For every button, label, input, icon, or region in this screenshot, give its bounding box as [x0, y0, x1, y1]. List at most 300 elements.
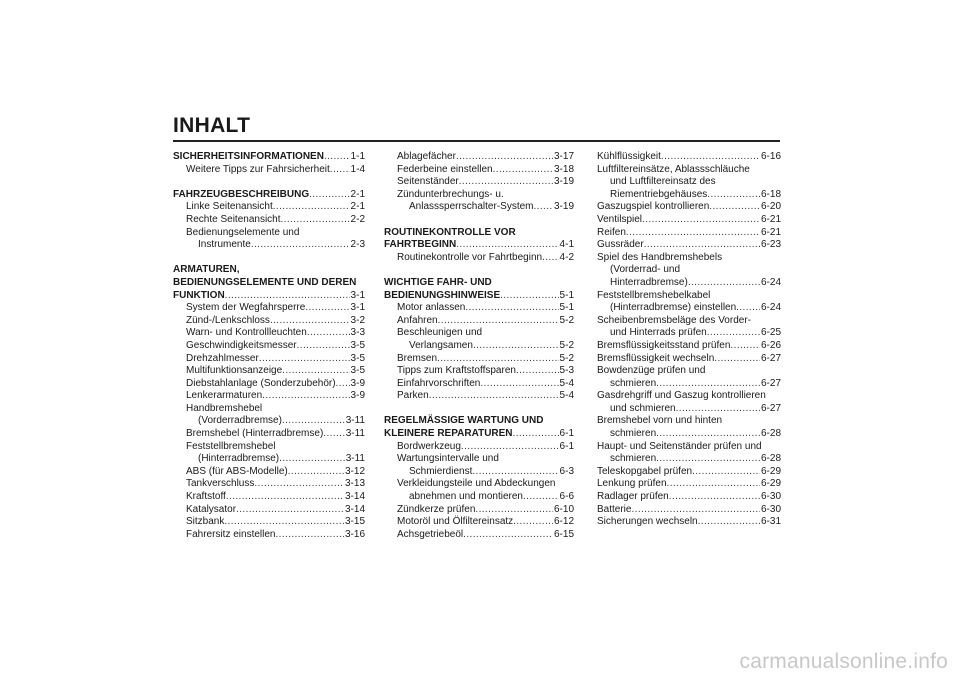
toc-entry-text: und Luftfiltereinsatz des: [610, 176, 716, 188]
toc-entry-text: Kühlflüssigkeit: [597, 151, 661, 162]
toc-page-number: 6-30: [760, 503, 781, 515]
toc-entry-text: BEDIENUNGSHINWEISE: [384, 289, 501, 301]
toc-entry-text: Scheibenbremsbeläge des Vorder-: [597, 314, 751, 326]
toc-entry-text: Anfahren: [397, 314, 438, 326]
toc-spacer: [173, 252, 365, 265]
toc-page-number: 3-3: [350, 327, 365, 339]
toc-entry[interactable]: [597, 428, 781, 441]
toc-dot-leader: [500, 290, 558, 303]
toc-page-number: 3-5: [350, 365, 365, 377]
toc-entry[interactable]: [384, 453, 574, 466]
toc-entry-text: Routinekontrolle vor Fahrtbeginn: [397, 251, 543, 263]
toc-entry[interactable]: [173, 239, 365, 252]
toc-section-heading[interactable]: [173, 264, 365, 277]
toc-page-number: 6-21: [760, 226, 781, 238]
toc-dot-leader: [475, 504, 553, 517]
toc-entry-text: Feststellbremshebelkabel: [597, 289, 711, 301]
toc-page-number: 6-28: [760, 428, 781, 440]
toc-entry[interactable]: [384, 252, 574, 265]
toc-entry[interactable]: [173, 214, 365, 227]
toc-entry-text: und Hinterrads prüfen: [610, 327, 707, 339]
page-title: INHALT: [173, 114, 251, 137]
toc-entry-text: Bremsen: [397, 352, 438, 364]
toc-entry[interactable]: [173, 227, 365, 240]
toc-entry[interactable]: [597, 164, 781, 177]
toc-entry-text: Kraftstoff: [186, 491, 226, 503]
toc-entry-text: REGELMÄSSIGE WARTUNG UND: [384, 415, 544, 427]
toc-entry[interactable]: [173, 378, 365, 391]
toc-entry[interactable]: [173, 428, 365, 441]
toc-dot-leader: [669, 491, 760, 504]
toc-dot-leader: [707, 327, 760, 340]
toc-entry[interactable]: [384, 302, 574, 315]
toc-entry-text: WICHTIGE FAHR- UND: [384, 276, 492, 288]
toc-dot-leader: [282, 415, 345, 428]
toc-section-heading[interactable]: [384, 415, 574, 428]
toc-entry-text: Motoröl und Ölfiltereinsatz: [397, 516, 514, 528]
toc-entry[interactable]: [597, 277, 781, 290]
toc-entry[interactable]: [173, 403, 365, 416]
toc-entry[interactable]: [173, 441, 365, 454]
toc-entry-text: Zündunterbrechungs- u.: [397, 188, 504, 200]
toc-entry[interactable]: [597, 227, 781, 240]
toc-page-number: 3-5: [350, 352, 365, 364]
toc-page-number: 3-9: [350, 377, 365, 389]
toc-page-number: 6-24: [760, 276, 781, 288]
toc-entry-text: schmieren: [610, 377, 657, 389]
toc-dot-leader: [626, 227, 760, 240]
toc-page-number: 3-19: [553, 201, 574, 213]
toc-entry[interactable]: [597, 264, 781, 277]
toc-dot-leader: [456, 151, 553, 164]
toc-entry[interactable]: [173, 327, 365, 340]
toc-dot-leader: [224, 516, 344, 529]
toc-page-number: 6-21: [760, 213, 781, 225]
toc-page-number: 1-1: [350, 151, 365, 162]
toc-entry[interactable]: [384, 365, 574, 378]
toc-dot-leader: [688, 277, 760, 290]
toc-entry-text: und schmieren: [610, 402, 676, 414]
toc-entry-text: Anlasssperrschalter-System: [409, 201, 534, 213]
toc-entry-text: Warn- und Kontrollleuchten: [186, 327, 307, 339]
toc-column-3: [597, 151, 781, 529]
toc-page-number: 3-15: [344, 516, 365, 528]
toc-entry-text: Spiel des Handbremshebels: [597, 251, 723, 263]
toc-dot-leader: [513, 428, 559, 441]
toc-page-number: 3-19: [553, 176, 574, 188]
toc-page-number: 3-14: [344, 491, 365, 503]
toc-dot-leader: [226, 491, 344, 504]
toc-page-number: 5-2: [559, 314, 574, 326]
toc-dot-leader: [463, 529, 553, 542]
toc-entry[interactable]: [597, 315, 781, 328]
toc-entry[interactable]: [597, 415, 781, 428]
toc-dot-leader: [493, 164, 553, 177]
toc-entry[interactable]: [597, 201, 781, 214]
toc-page-number: 6-29: [760, 478, 781, 490]
toc-dot-leader: [309, 189, 349, 202]
toc-entry[interactable]: [173, 353, 365, 366]
toc-dot-leader: [429, 390, 559, 403]
toc-page-number: 3-17: [553, 151, 574, 162]
toc-entry-text: Gaszugspiel kontrollieren: [597, 201, 710, 213]
toc-entry-text: Geschwindigkeitsmesser: [186, 339, 297, 351]
toc-page-number: 3-11: [345, 415, 365, 427]
toc-dot-leader: [465, 302, 558, 315]
toc-entry-text: Gasdrehgriff und Gaszug kontrollieren: [597, 390, 766, 402]
toc-dot-leader: [307, 327, 350, 340]
toc-entry[interactable]: [384, 353, 574, 366]
toc-dot-leader: [330, 164, 350, 177]
toc-page-number: 6-28: [760, 453, 781, 465]
toc-entry[interactable]: [597, 151, 781, 164]
toc-dot-leader: [225, 290, 350, 303]
toc-page-number: 2-2: [350, 213, 365, 225]
toc-entry[interactable]: [384, 315, 574, 328]
toc-entry-text: Achsgetriebeöl: [397, 528, 464, 540]
toc-entry-text: (Hinterradbremse) einstellen: [610, 302, 737, 314]
toc-dot-leader: [236, 504, 344, 517]
toc-entry-text: Zündkerze prüfen: [397, 503, 476, 515]
toc-entry[interactable]: [384, 378, 574, 391]
toc-dot-leader: [472, 466, 558, 479]
toc-entry-text: Tankverschluss: [186, 478, 255, 490]
toc-dot-leader: [480, 378, 558, 391]
toc-entry[interactable]: [384, 390, 574, 403]
toc-entry[interactable]: [597, 252, 781, 265]
toc-page-number: 3-9: [350, 390, 365, 402]
toc-entry[interactable]: [173, 478, 365, 491]
toc-dot-leader: [707, 189, 760, 202]
toc-dot-leader: [676, 403, 760, 416]
toc-entry-text: (Hinterradbremse): [198, 453, 280, 465]
toc-page-number: 2-3: [350, 239, 365, 251]
toc-entry[interactable]: [384, 504, 574, 517]
toc-entry-text: Bedienungselemente und: [186, 226, 300, 238]
toc-entry-text: Multifunktionsanzeige: [186, 365, 283, 377]
toc-page-number: 2-1: [350, 188, 365, 200]
toc-page-number: 5-2: [559, 352, 574, 364]
toc-dot-leader: [709, 201, 760, 214]
title-divider: [173, 140, 780, 142]
toc-entry-text: Federbeine einstellen: [397, 163, 493, 175]
toc-entry[interactable]: [173, 302, 365, 315]
toc-entry[interactable]: [173, 529, 365, 542]
toc-entry[interactable]: [384, 327, 574, 340]
toc-entry-text: Instrumente: [198, 239, 251, 251]
toc-entry-text: Beschleunigen und: [397, 327, 483, 339]
toc-page-number: 5-2: [559, 339, 574, 351]
toc-entry[interactable]: [597, 353, 781, 366]
toc-entry[interactable]: [384, 466, 574, 479]
toc-page-number: 3-11: [345, 453, 365, 465]
toc-dot-leader: [324, 151, 350, 164]
toc-dot-leader: [323, 428, 344, 441]
toc-page-number: 6-24: [760, 302, 781, 314]
toc-entry-text: SICHERHEITSINFORMATIONEN: [173, 151, 324, 162]
toc-page-number: 5-4: [559, 390, 574, 402]
toc-page-number: 6-12: [553, 516, 574, 528]
toc-entry-text: schmieren: [610, 453, 657, 465]
toc-entry-text: Rechte Seitenansicht: [186, 213, 281, 225]
toc-entry[interactable]: [384, 340, 574, 353]
toc-section-heading[interactable]: [384, 290, 574, 303]
toc-entry-text: Wartungsintervalle und: [397, 453, 499, 465]
toc-entry-text: Drehzahlmesser: [186, 352, 259, 364]
toc-entry-text: Feststellbremshebel: [186, 440, 276, 452]
toc-entry[interactable]: [384, 176, 574, 189]
toc-entry-text: Seitenständer: [397, 176, 459, 188]
toc-entry[interactable]: [173, 201, 365, 214]
toc-page-number: 4-2: [559, 251, 574, 263]
toc-entry-text: Motor anlassen: [397, 302, 466, 314]
toc-page-number: 5-4: [559, 377, 574, 389]
toc-page-number: 6-20: [760, 201, 781, 213]
toc-dot-leader: [698, 516, 760, 529]
toc-entry-text: Batterie: [597, 503, 632, 515]
toc-entry-text: Diebstahlanlage (Sonderzubehör): [186, 377, 336, 389]
toc-page-number: 6-15: [553, 528, 574, 540]
toc-entry-text: Bremshebel vorn und hinten: [597, 415, 723, 427]
toc-entry-text: Sicherungen wechseln: [597, 516, 698, 528]
toc-page-number: 5-1: [559, 302, 574, 314]
toc-entry-text: Parken: [397, 390, 429, 402]
toc-entry[interactable]: [597, 403, 781, 416]
toc-dot-leader: [533, 201, 553, 214]
toc-entry[interactable]: [173, 315, 365, 328]
toc-entry[interactable]: [173, 466, 365, 479]
toc-entry[interactable]: [597, 290, 781, 303]
toc-entry-text: Linke Seitenansicht: [186, 201, 273, 213]
toc-page-number: 6-27: [760, 402, 781, 414]
toc-entry-text: Bordwerkzeug: [397, 440, 461, 452]
toc-column-2: [384, 151, 574, 541]
toc-entry-text: Handbremshebel: [186, 402, 263, 414]
toc-dot-leader: [656, 428, 760, 441]
toc-dot-leader: [297, 340, 350, 353]
toc-entry[interactable]: [384, 151, 574, 164]
toc-entry[interactable]: [597, 516, 781, 529]
toc-entry[interactable]: [384, 201, 574, 214]
toc-dot-leader: [692, 466, 760, 479]
toc-entry[interactable]: [384, 189, 574, 202]
toc-entry[interactable]: [597, 189, 781, 202]
toc-entry[interactable]: [597, 327, 781, 340]
toc-section-heading[interactable]: [384, 239, 574, 252]
toc-page-number: 6-27: [760, 377, 781, 389]
toc-dot-leader: [305, 302, 349, 315]
toc-dot-leader: [730, 340, 760, 353]
toc-page-number: 6-27: [760, 352, 781, 364]
toc-section-heading[interactable]: [384, 227, 574, 240]
toc-entry[interactable]: [597, 390, 781, 403]
toc-entry[interactable]: [597, 441, 781, 454]
toc-section-heading[interactable]: [173, 189, 365, 202]
toc-entry-text: Tipps zum Kraftstoffsparen: [397, 365, 516, 377]
toc-entry-text: Ablagefächer: [397, 151, 456, 162]
toc-page-number: 3-16: [344, 528, 365, 540]
toc-entry[interactable]: [173, 164, 365, 177]
toc-dot-leader: [279, 453, 345, 466]
toc-entry[interactable]: [173, 390, 365, 403]
toc-entry[interactable]: [173, 415, 365, 428]
toc-entry-text: (Vorderrad- und: [610, 264, 681, 276]
toc-entry[interactable]: [597, 302, 781, 315]
toc-entry-text: Haupt- und Seitenständer prüfen und: [597, 440, 762, 452]
toc-dot-leader: [336, 378, 350, 391]
toc-dot-leader: [254, 478, 344, 491]
toc-dot-leader: [459, 176, 553, 189]
toc-entry[interactable]: [597, 504, 781, 517]
toc-entry-text: Teleskopgabel prüfen: [597, 465, 693, 477]
toc-page-number: 6-3: [559, 465, 574, 477]
toc-entry-text: Zünd-/Lenkschloss: [186, 314, 270, 326]
toc-entry[interactable]: [173, 491, 365, 504]
toc-entry[interactable]: [597, 239, 781, 252]
toc-dot-leader: [542, 252, 558, 265]
toc-page-number: 6-26: [760, 339, 781, 351]
toc-entry-text: ROUTINEKONTROLLE VOR: [384, 226, 516, 238]
toc-entry[interactable]: [384, 478, 574, 491]
toc-entry[interactable]: [597, 340, 781, 353]
toc-entry-text: Hinterradbremse): [610, 276, 688, 288]
toc-spacer: [384, 403, 574, 416]
toc-entry-text: Fahrersitz einstellen: [186, 528, 276, 540]
toc-page-number: 6-18: [760, 188, 781, 200]
toc-section-heading[interactable]: [173, 151, 365, 164]
toc-entry[interactable]: [597, 176, 781, 189]
toc-entry-text: Verlangsamen: [409, 339, 473, 351]
toc-page-number: 3-14: [344, 503, 365, 515]
toc-page-number: 3-1: [350, 302, 365, 314]
toc-page-number: 6-23: [760, 239, 781, 251]
toc-entry-text: Verkleidungsteile und Abdeckungen: [397, 478, 556, 490]
toc-page-number: 6-31: [760, 516, 781, 528]
toc-section-heading[interactable]: [173, 290, 365, 303]
toc-entry-text: Luftfiltereinsätze, Ablassschläuche: [597, 163, 750, 175]
toc-entry-text: Bremsflüssigkeitsstand prüfen: [597, 339, 731, 351]
toc-dot-leader: [656, 453, 760, 466]
toc-entry-text: Sitzbank: [186, 516, 225, 528]
toc-page-number: 3-2: [350, 314, 365, 326]
toc-column-1: [173, 151, 365, 541]
toc-dot-leader: [656, 378, 760, 391]
toc-dot-leader: [513, 516, 553, 529]
toc-entry-text: Katalysator: [186, 503, 237, 515]
toc-section-heading[interactable]: [384, 277, 574, 290]
toc-entry-text: Bremshebel (Hinterradbremse): [186, 428, 324, 440]
toc-page-number: 6-29: [760, 465, 781, 477]
toc-section-heading[interactable]: [173, 277, 365, 290]
toc-dot-leader: [251, 239, 350, 252]
toc-dot-leader: [288, 466, 344, 479]
toc-entry-text: ABS (für ABS-Modelle): [186, 465, 288, 477]
toc-dot-leader: [259, 353, 350, 366]
toc-page-number: 6-1: [559, 428, 574, 440]
toc-entry[interactable]: [173, 453, 365, 466]
toc-page-number: 4-1: [559, 239, 574, 251]
toc-page-number: 2-1: [350, 201, 365, 213]
toc-entry-text: abnehmen und montieren: [409, 491, 523, 503]
toc-entry[interactable]: [173, 504, 365, 517]
toc-page-number: 3-1: [350, 289, 365, 301]
toc-dot-leader: [473, 340, 559, 353]
toc-dot-leader: [667, 478, 760, 491]
watermark: carmanualsonline.info: [739, 650, 948, 673]
toc-page-number: 3-18: [553, 163, 574, 175]
toc-entry[interactable]: [597, 478, 781, 491]
toc-page-number: 5-3: [559, 365, 574, 377]
toc-dot-leader: [714, 353, 760, 366]
toc-entry[interactable]: [597, 214, 781, 227]
toc-entry-text: (Vorderradbremse): [198, 415, 282, 427]
toc-entry-text: Weitere Tipps zur Fahrsicherheit: [186, 163, 330, 175]
toc-entry-text: Einfahrvorschriften: [397, 377, 481, 389]
toc-entry[interactable]: [384, 441, 574, 454]
toc-entry-text: Schmierdienst: [409, 465, 473, 477]
toc-dot-leader: [736, 302, 760, 315]
toc-entry[interactable]: [597, 378, 781, 391]
toc-entry-text: schmieren: [610, 428, 657, 440]
toc-entry-text: Ventilspiel: [597, 213, 643, 225]
toc-dot-leader: [262, 390, 349, 403]
toc-spacer: [173, 176, 365, 189]
toc-page-number: 6-10: [553, 503, 574, 515]
toc-entry-text: Lenkerarmaturen: [186, 390, 263, 402]
toc-dot-leader: [461, 441, 559, 454]
toc-entry[interactable]: [384, 529, 574, 542]
toc-entry-text: FAHRZEUGBESCHREIBUNG: [173, 188, 310, 200]
toc-entry[interactable]: [173, 340, 365, 353]
toc-spacer: [384, 264, 574, 277]
toc-entry-text: FAHRTBEGINN: [384, 239, 457, 251]
toc-entry-text: Reifen: [597, 226, 626, 238]
toc-entry-text: ARMATUREN,: [173, 264, 240, 276]
toc-page-number: 6-30: [760, 491, 781, 503]
toc-dot-leader: [275, 529, 344, 542]
toc-entry-text: Bowdenzüge prüfen und: [597, 365, 706, 377]
toc-section-heading[interactable]: [384, 428, 574, 441]
toc-entry[interactable]: [597, 466, 781, 479]
toc-entry-text: Lenkung prüfen: [597, 478, 667, 490]
toc-dot-leader: [661, 151, 760, 164]
toc-entry[interactable]: [384, 516, 574, 529]
toc-entry[interactable]: [173, 516, 365, 529]
toc-dot-leader: [273, 201, 350, 214]
toc-spacer: [384, 214, 574, 227]
toc-entry[interactable]: [384, 164, 574, 177]
toc-page-number: 6-25: [760, 327, 781, 339]
toc-entry[interactable]: [597, 365, 781, 378]
toc-entry[interactable]: [173, 365, 365, 378]
toc-page-number: 1-4: [350, 163, 365, 175]
toc-entry-text: Bremsflüssigkeit wechseln: [597, 352, 715, 364]
toc-dot-leader: [282, 365, 349, 378]
toc-entry[interactable]: [597, 453, 781, 466]
toc-dot-leader: [644, 239, 760, 252]
toc-dot-leader: [270, 315, 350, 328]
toc-entry-text: KLEINERE REPARATUREN: [384, 428, 513, 440]
toc-dot-leader: [631, 504, 760, 517]
toc-page-number: 6-16: [760, 151, 781, 162]
toc-entry[interactable]: [384, 491, 574, 504]
toc-dot-leader: [437, 353, 559, 366]
toc-entry-text: Riementriebgehäuses: [610, 188, 708, 200]
toc-page-number: 3-12: [344, 465, 365, 477]
toc-entry[interactable]: [597, 491, 781, 504]
toc-entry-text: BEDIENUNGSELEMENTE UND DEREN: [173, 276, 357, 288]
toc-page-number: 3-11: [345, 428, 365, 440]
